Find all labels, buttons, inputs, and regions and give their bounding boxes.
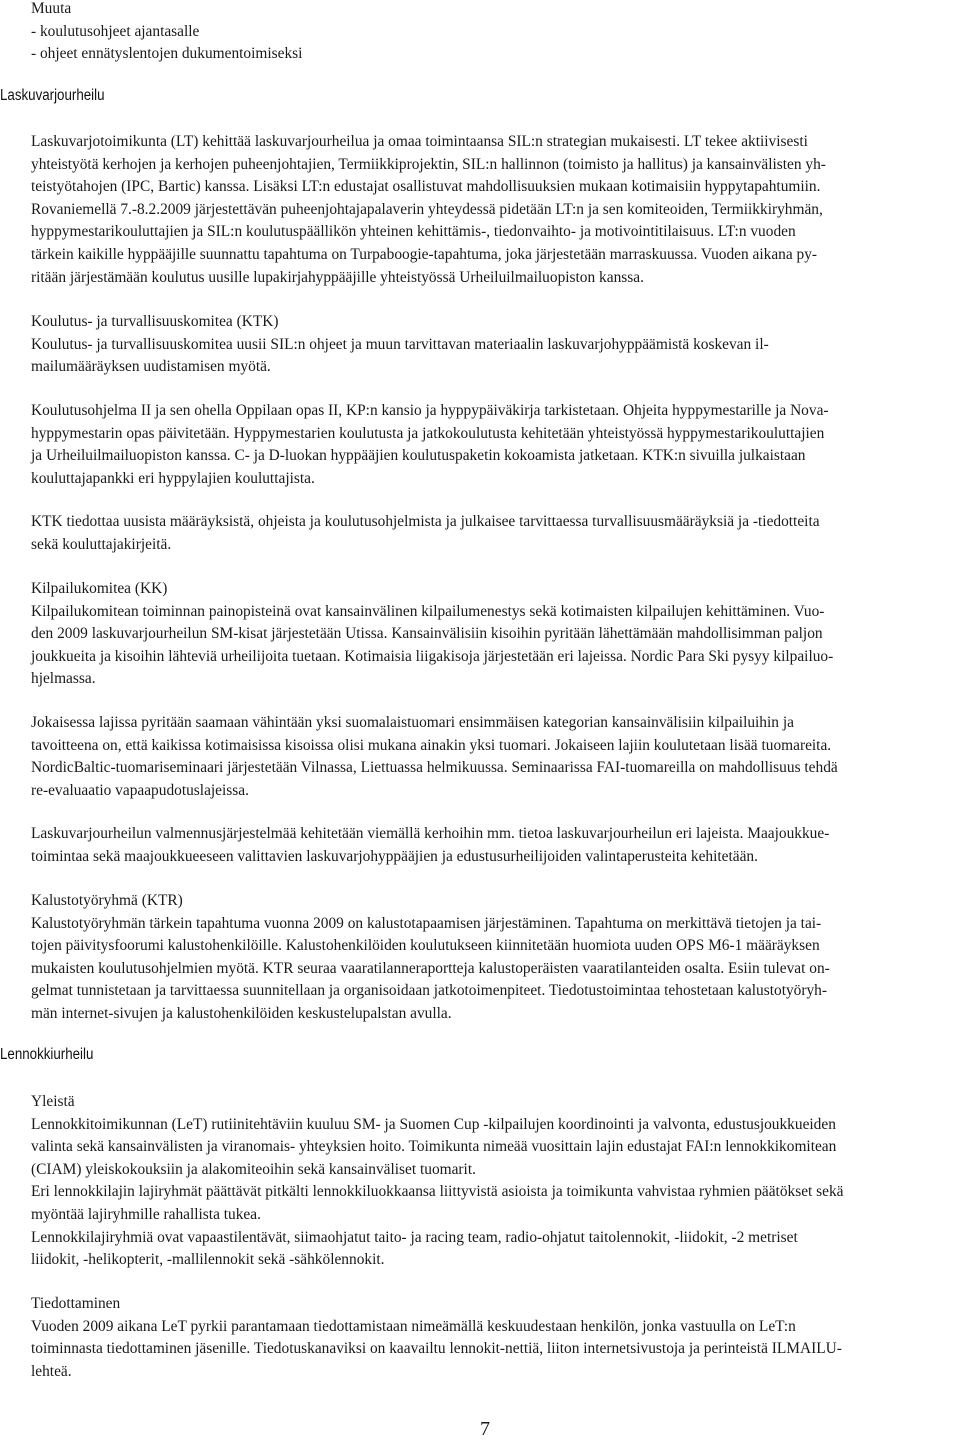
section-heading-laskuvarjourheilu: Laskuvarjourheilu bbox=[0, 87, 105, 104]
text-line: re-evaluaatio vapaapudotuslajeissa. bbox=[31, 781, 249, 799]
text-line: Kilpailukomitean toiminnan painopisteinä ovat kansainvälinen kilpailumenestys sekä kotimaisten kilpailujen kehittäminen. Vuo- bbox=[31, 602, 825, 620]
laskuvarjo-intro-paragraph bbox=[31, 131, 957, 289]
text-line: ja Urheiluilmailuopiston kanssa. C- ja D-luokan hyppääjien koulutuspaketin kokoamista jatketaan. KTK:n sivuilla julkaistaan bbox=[31, 447, 806, 465]
ktr-paragraph bbox=[31, 890, 957, 1026]
text-line: (CIAM) yleiskokouksiin ja alakomiteoihin sekä kansainväliset tuomarit. bbox=[31, 1160, 476, 1178]
text-line: KTK tiedottaa uusista määräyksistä, ohjeista ja koulutusohjelmista ja julkaisee tarvittaessa turvallisuusmääräyksiä ja -tiedotteita bbox=[31, 513, 820, 530]
text-line: myöntää lajiryhmille rahallista tukea. bbox=[31, 1205, 261, 1223]
text-line: yhteistyötä kerhojen ja kerhojen puheenjohtajien, Termiikkiprojektin, SIL:n hallinnon (toimisto ja hallitus) ja kansainvälisten yh- bbox=[31, 155, 826, 173]
text-line: joukkueita ja kisoihin lähteviä urheilijoita tuetaan. Kotimaisia liigakisoja järjestetään eri lajeissa. Nordic Para Ski pysyy kilpailuo- bbox=[31, 647, 834, 665]
subsection-title: Yleistä bbox=[31, 1093, 75, 1110]
text-line: toiminnasta tiedottaminen jäsenille. Tiedotuskanaviksi on kaavailtu lennokit-nettiä, liiton internetsivustoja ja perinteistä ILMAILU- bbox=[31, 1340, 842, 1358]
text-line: hjelmassa. bbox=[31, 670, 96, 688]
ktk-paragraph-3 bbox=[31, 511, 957, 556]
text-line: Laskuvarjotoimikunta (LT) kehittää laskuvarjourheilua ja omaa toimintaansa SIL:n strategian mukaisesti. LT tekee aktiivisesti bbox=[31, 133, 808, 150]
text-line: Kalustotyöryhmän tärkein tapahtuma vuonna 2009 on kalustotapaamisen järjestäminen. Tapahtuma on merkittävä tietojen ja tai- bbox=[31, 914, 822, 932]
page-number: 7 bbox=[480, 1418, 490, 1440]
text-line: Koulutusohjelma II ja sen ohella Oppilaan opas II, KP:n kansio ja hyppypäiväkirja tarkistetaan. Ohjeita hyppymestarille ja Nova- bbox=[31, 402, 829, 419]
text-line: hyppymestarikouluttajien ja SIL:n koulutuspäällikön yhteinen kehittämis-, tiedonvaihto- ja motivointitilaisuus. LT:n vuoden bbox=[31, 223, 796, 241]
kk-paragraph-2 bbox=[31, 712, 957, 802]
text-line: Eri lennokkilajin lajiryhmät päättävät pitkälti lennokkiluokkaansa liittyvistä asioista ja toimikunta vahvistaa ryhmien päätökset sekä bbox=[31, 1183, 844, 1201]
text-line: valinta sekä kansainvälisten ja viranomais- yhteyksien hoito. Toimikunta nimeää vuosittain lajin edustajat FAI:n lennokkikomitean bbox=[31, 1138, 837, 1156]
text-line: gelmat tunnistetaan ja tarvittaessa suunnitellaan ja organisoidaan jatkotoimenpiteet. Tiedotustoimintaa tehostetaan kalustotyöryh- bbox=[31, 982, 827, 1000]
muuta-item: - ohjeet ennätyslentojen dukumentoimiseksi bbox=[31, 45, 303, 63]
text-line: sekä kouluttajakirjeitä. bbox=[31, 535, 172, 553]
subsection-title: Tiedottaminen bbox=[31, 1295, 121, 1312]
text-line: mailumääräyksen uudistamisen myötä. bbox=[31, 358, 271, 376]
text-line: Vuoden 2009 aikana LeT pyrkii parantamaan tiedottamistaan nimeämällä keskuudestaan henkilön, jonka vastuulla on LeT:n bbox=[31, 1317, 796, 1335]
text-line: NordicBaltic-tuomariseminaari järjestetään Vilnassa, Liettuassa helmikuussa. Seminaarissa FAI-tuomareilla on mahdollisuus tehdä bbox=[31, 759, 838, 777]
text-line: ritään järjestämään koulutus uusille lupakirjahyppääjille yhteistyössä Urheiluilmailuopiston kanssa. bbox=[31, 268, 644, 286]
text-line: kouluttajapankki eri hyppylajien kouluttajista. bbox=[31, 469, 315, 487]
subsection-title: Kalustotyöryhmä (KTR) bbox=[31, 892, 183, 909]
text-line: Laskuvarjourheilun valmennusjärjestelmää kehitetään viemällä kerhoihin mm. tietoa laskuvarjourheilun eri lajeista. Maajoukkue- bbox=[31, 825, 830, 842]
yleista-paragraph bbox=[31, 1091, 957, 1272]
text-line: lehteä. bbox=[31, 1362, 72, 1380]
text-line: teistyötahojen (IPC, Bartic) kanssa. Lisäksi LT:n edustajat osallistuvat mahdollisuuksien mukaan kotimaisiin hyppytapahtumiin. bbox=[31, 178, 821, 196]
kk-paragraph-1 bbox=[31, 578, 957, 691]
text-line: liidokit, -helikopterit, -mallilennokit sekä -sähkölennokit. bbox=[31, 1251, 385, 1269]
text-line: hyppymestarin opas päivitetään. Hyppymestarien koulutusta ja jatkokoulutusta kehitetään yhteistyössä hyppymestarikouluttajien bbox=[31, 424, 825, 442]
text-line: Lennokkitoimikunnan (LeT) rutiinitehtäviin kuuluu SM- ja Suomen Cup -kilpailujen koordinointi ja valvonta, edustusjoukkueiden bbox=[31, 1115, 836, 1133]
text-line: Koulutus- ja turvallisuuskomitea uusii SIL:n ohjeet ja muun tarvittavan materiaalin laskuvarjohyppäämistä koskevan il- bbox=[31, 335, 769, 353]
text-line: tojen päivitysfoorumi kalustohenkilöille. Kalustohenkilöiden koulutukseen kiinnitetään huomiota uuden OPS M6-1 määräyksen bbox=[31, 937, 820, 955]
muuta-item: - koulutusohjeet ajantasalle bbox=[31, 22, 200, 40]
section-heading-lennokkiurheilu: Lennokkiurheilu bbox=[0, 1046, 94, 1063]
tiedottaminen-paragraph bbox=[31, 1293, 957, 1383]
muuta-section bbox=[31, 0, 957, 66]
text-line: män internet-sivujen ja kalustohenkilöiden keskustelupalstan avulla. bbox=[31, 1004, 452, 1022]
muuta-title: Muuta bbox=[31, 0, 72, 17]
text-line: den 2009 laskuvarjourheilun SM-kisat järjestetään Utissa. Kansainvälisiin kisoihin pyritään lähettämään mahdollisimman paljon bbox=[31, 625, 823, 643]
text-line: tavoitteena on, että kaikissa kotimaisissa kisoissa olisi mukana ainakin yksi tuomari. Jokaiseen lajiin koulutetaan lisää tuomareita. bbox=[31, 736, 832, 754]
kk-paragraph-3 bbox=[31, 823, 957, 868]
text-line: Rovaniemellä 7.-8.2.2009 järjestettävän puheenjohtajapalaverin yhteydessä pidetään LT:n ja sen komiteoiden, Termiikkiryhmän, bbox=[31, 200, 823, 218]
subsection-title: Kilpailukomitea (KK) bbox=[31, 580, 168, 597]
text-line: Lennokkilajiryhmiä ovat vapaastilentävät, siimaohjatut taito- ja racing team, radio-ohjatut taitolennokit, -liidokit, -2 metriset bbox=[31, 1228, 798, 1246]
text-line: mukaisten koulutusohjelmien myötä. KTR seuraa vaaratilanneraportteja kalustoperäisten vaaratilanteiden osalta. Esiin tulevat on- bbox=[31, 959, 830, 977]
subsection-title: Koulutus- ja turvallisuuskomitea (KTK) bbox=[31, 313, 279, 330]
text-line: Jokaisessa lajissa pyritään saamaan vähintään yksi suomalaistuomari ensimmäisen kategorian kansainvälisiin kilpailuihin ja bbox=[31, 714, 794, 731]
text-line: toimintaa sekä maajoukkueeseen valittavien laskuvarjohyppääjien ja edustusurheilijoiden valintaperusteita kehitetään. bbox=[31, 847, 758, 865]
ktk-paragraph-2 bbox=[31, 400, 957, 490]
ktk-paragraph-1 bbox=[31, 311, 957, 379]
text-line: tärkein kaikille hyppääjille suunnattu tapahtuma on Turpaboogie-tapahtuma, joka järjestetään marraskuussa. Vuoden aikana py- bbox=[31, 245, 818, 263]
